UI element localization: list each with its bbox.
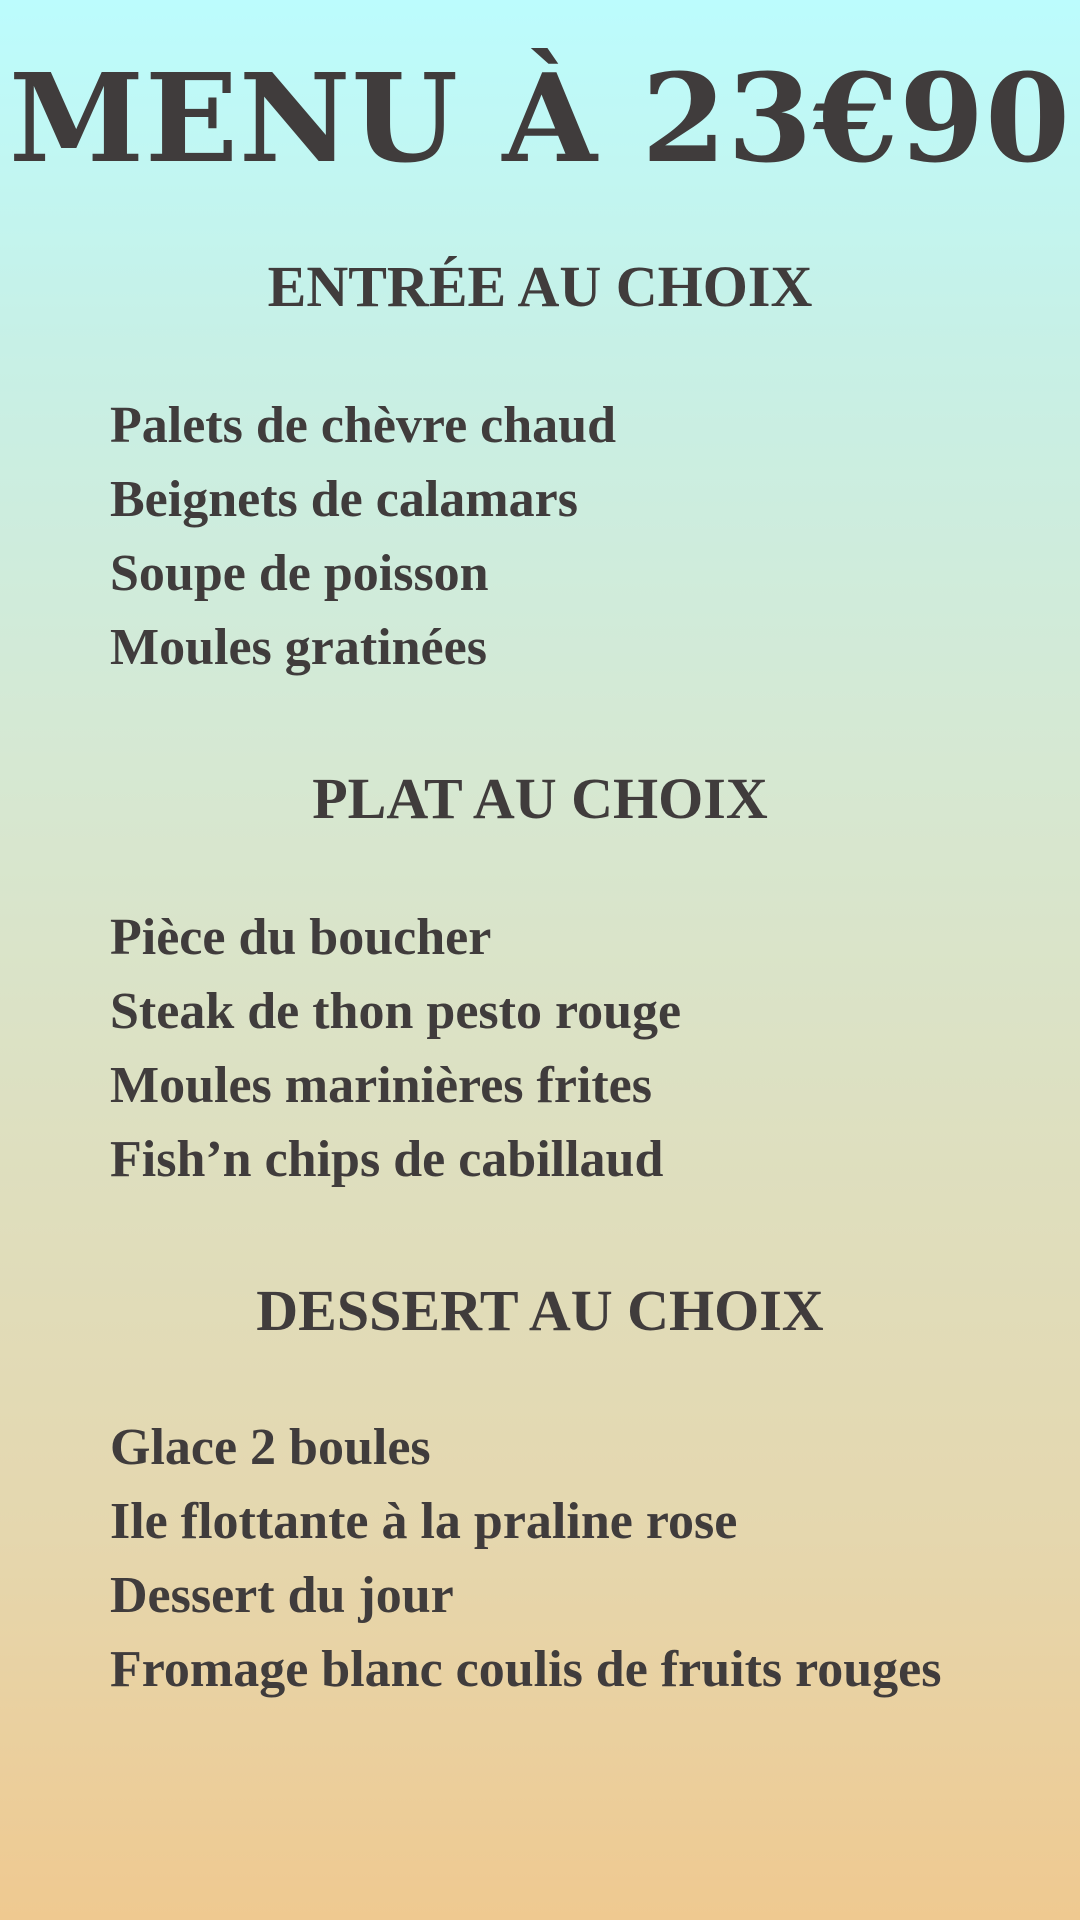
menu-item: Steak de thon pesto rouge bbox=[110, 983, 682, 1040]
menu-item: Moules marinières frites bbox=[110, 1057, 652, 1114]
menu-item: Pièce du boucher bbox=[110, 909, 492, 966]
menu-item: Soupe de poisson bbox=[110, 545, 489, 602]
section-list-dessert bbox=[110, 1411, 1070, 1707]
section-heading-dessert: DESSERT AU CHOIX bbox=[256, 1278, 824, 1343]
menu-item: Fish’n chips de cabillaud bbox=[110, 1131, 664, 1188]
menu-item: Glace 2 boules bbox=[110, 1419, 431, 1476]
section-heading-entree: ENTRÉE AU CHOIX bbox=[267, 254, 813, 319]
section-list-entree bbox=[110, 389, 1070, 685]
section-heading-plat: PLAT AU CHOIX bbox=[312, 766, 768, 831]
menu-title: MENU À 23€90 bbox=[9, 46, 1071, 190]
menu-item: Ile flottante à la praline rose bbox=[110, 1493, 738, 1550]
menu-item: Moules gratinées bbox=[110, 619, 487, 676]
section-list-plat bbox=[110, 901, 1070, 1197]
menu-item: Fromage blanc coulis de fruits rouges bbox=[110, 1641, 942, 1698]
menu-item: Beignets de calamars bbox=[110, 471, 578, 528]
menu-item: Dessert du jour bbox=[110, 1567, 454, 1624]
menu-item: Palets de chèvre chaud bbox=[110, 397, 616, 454]
